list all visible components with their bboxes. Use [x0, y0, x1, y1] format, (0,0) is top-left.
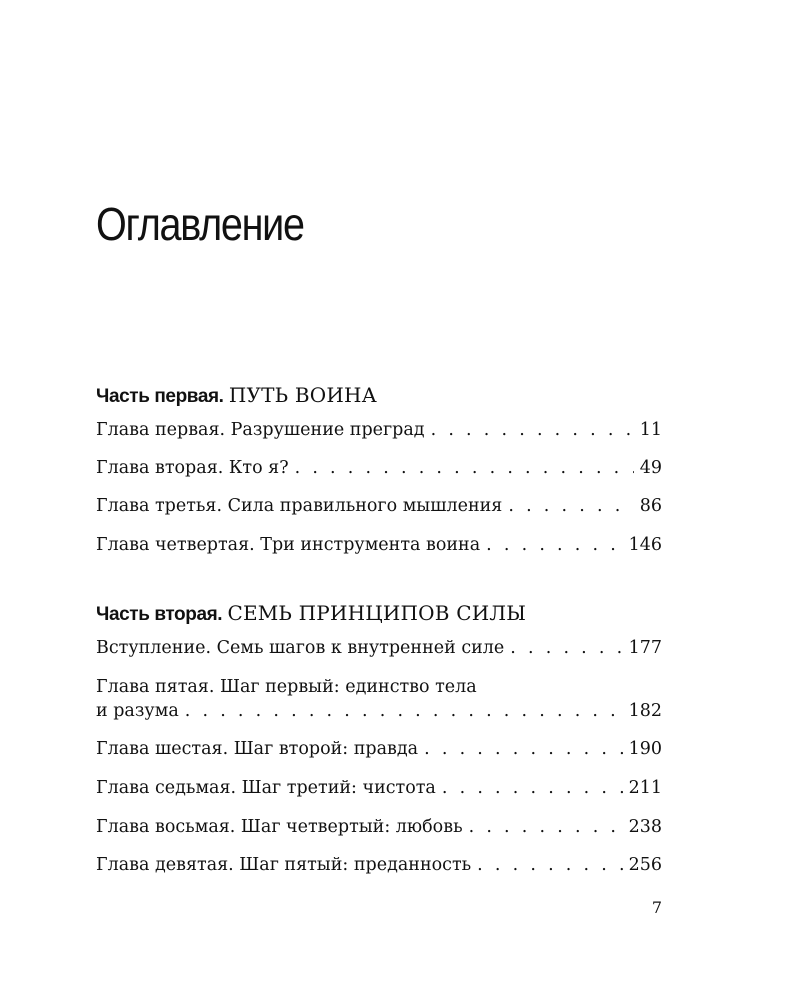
toc-entry[interactable]: [96, 533, 662, 557]
dot-leader: [469, 815, 623, 839]
toc-entry-page: 86: [639, 496, 662, 516]
toc-entry-title: Глава третья. Сила правильного мышления: [96, 496, 503, 516]
part-one-label: Часть первая.: [96, 386, 224, 407]
dot-leader: [486, 533, 622, 557]
toc-entry-title: Глава четвертая. Три инструмента воина: [96, 535, 481, 555]
toc-entry-title: Глава пятая. Шаг первый: единство тела: [96, 677, 477, 697]
part-one-name: ПУТЬ ВОИНА: [228, 383, 378, 407]
toc-entry-page: 177: [628, 638, 662, 658]
toc-entry-title: Глава восьмая. Шаг четвертый: любовь: [96, 817, 463, 837]
toc-entry-title-continued: и разума: [96, 701, 179, 721]
toc-entry[interactable]: [96, 456, 662, 480]
toc-entry-title: Глава девятая. Шаг пятый: преданность: [96, 855, 472, 875]
dot-leader: [508, 494, 633, 518]
part-two-heading: [96, 600, 666, 628]
dot-leader: [510, 636, 622, 660]
page-number: 7: [651, 898, 662, 917]
toc-entry-page: 146: [628, 535, 662, 555]
toc-entry-page: 11: [639, 420, 662, 440]
toc-entry-title: Вступление. Семь шагов к внутренней силе: [96, 638, 505, 658]
toc-entry[interactable]: [96, 675, 662, 723]
toc-entry-title: Глава вторая. Кто я?: [96, 458, 289, 478]
toc-entry[interactable]: [96, 776, 662, 800]
part-two-label: Часть вторая.: [96, 604, 223, 625]
toc-entry[interactable]: [96, 494, 662, 518]
toc-entry[interactable]: [96, 737, 662, 761]
toc-entry[interactable]: [96, 853, 662, 877]
dot-leader: [185, 699, 623, 723]
part-two-name: СЕМЬ ПРИНЦИПОВ СИЛЫ: [227, 601, 527, 625]
dot-leader: [477, 853, 622, 877]
part-one-heading: [96, 382, 666, 410]
dot-leader: [424, 737, 622, 761]
toc-entry[interactable]: [96, 815, 662, 839]
toc-entry-page: 211: [628, 778, 662, 798]
toc-entry[interactable]: [96, 418, 662, 442]
toc-entry-title: Глава шестая. Шаг второй: правда: [96, 739, 419, 759]
dot-leader: [431, 418, 634, 442]
toc-entry-page: 49: [639, 458, 662, 478]
toc-entry-page: 256: [628, 855, 662, 875]
dot-leader: [295, 456, 634, 480]
toc-entry[interactable]: [96, 636, 662, 660]
page-title: Оглавление: [96, 198, 304, 250]
dot-leader: [442, 776, 623, 800]
toc-entry-page: 182: [628, 701, 662, 721]
toc-entry-title: Глава седьмая. Шаг третий: чистота: [96, 778, 436, 798]
toc-entry-page: 190: [628, 739, 662, 759]
toc-entry-title: Глава первая. Разрушение преград: [96, 420, 425, 440]
toc-entry-page: 238: [628, 817, 662, 837]
